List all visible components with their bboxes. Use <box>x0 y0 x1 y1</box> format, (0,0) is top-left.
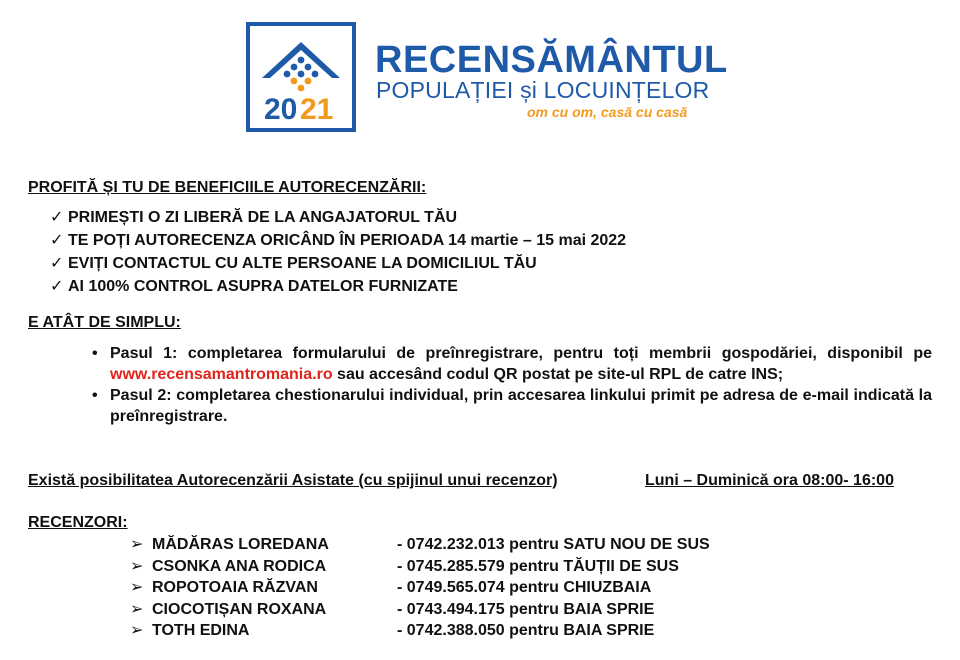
enumerator-name: ROPOTOAIA RĂZVAN <box>152 579 318 596</box>
step-2 <box>92 385 932 427</box>
check-icon: ✓ <box>50 255 64 272</box>
census-logo <box>246 22 356 132</box>
benefit-item <box>50 229 626 252</box>
bullet-icon: • <box>92 345 98 362</box>
benefits-list <box>50 206 626 298</box>
steps-list <box>92 343 932 427</box>
logo-title: RECENSĂMÂNTUL <box>375 39 728 81</box>
benefit-item <box>50 206 626 229</box>
assisted-text: Există posibilitatea Autorecenzării Asistate (cu spijinul unui recenzor) <box>28 472 558 489</box>
check-icon: ✓ <box>50 209 64 226</box>
check-icon: ✓ <box>50 278 64 295</box>
enumerator-contact: - 0749.565.074 pentru CHIUZBAIA <box>397 579 652 596</box>
benefits-heading: PROFITĂ ȘI TU DE BENEFICIILE AUTORECENZĂRII: <box>28 179 427 196</box>
house-roof-icon <box>250 26 352 128</box>
benefit-text: PRIMEȘTI O ZI LIBERĂ DE LA ANGAJATORUL TĂU <box>68 209 458 226</box>
step-1 <box>92 343 932 385</box>
step-1-text-end: sau accesând codul QR postat pe site-ul RPL de catre INS; <box>332 366 784 383</box>
step-2-text: Pasul 2: completarea chestionarului individual, prin accesarea linkului primit pe adresa de e-mail indicată la preînregistrare. <box>110 387 932 425</box>
step-1-text: Pasul 1: completarea formularului de preînregistrare, pentru toți membrii gospodăriei, disponibil pe <box>110 345 932 362</box>
benefit-text: AI 100% CONTROL ASUPRA DATELOR FURNIZATE <box>68 278 458 295</box>
enumerators-heading: RECENZORI: <box>28 514 128 531</box>
logo-subtitle: POPULAȚIEI și LOCUINȚELOR <box>376 77 710 103</box>
enumerator-contact: - 0745.285.579 pentru TĂUȚII DE SUS <box>397 557 679 575</box>
arrow-icon: ➢ <box>130 622 144 639</box>
enumerator-name: CSONKA ANA RODICA <box>152 557 327 575</box>
logo-tagline: om cu om, casă cu casă <box>527 104 688 120</box>
benefit-item <box>50 275 626 298</box>
arrow-icon: ➢ <box>130 579 144 596</box>
arrow-icon: ➢ <box>130 600 144 618</box>
assisted-schedule: Luni – Duminică ora 08:00- 16:00 <box>645 472 894 489</box>
enumerator-name: TOTH EDINA <box>152 622 250 639</box>
enumerator-contact: - 0742.388.050 pentru BAIA SPRIE <box>397 622 655 639</box>
enumerator-name: CIOCOTIȘAN ROXANA <box>152 600 327 618</box>
arrow-icon: ➢ <box>130 536 144 553</box>
enumerator-name: MĂDĂRAS LOREDANA <box>152 536 329 553</box>
census-website-link[interactable]: www.recensamantromania.ro <box>110 366 333 383</box>
enumerator-contact: - 0742.232.013 pentru SATU NOU DE SUS <box>397 536 710 553</box>
enumerator-contact: - 0743.494.175 pentru BAIA SPRIE <box>397 600 655 618</box>
simple-heading: E ATÂT DE SIMPLU: <box>28 314 181 331</box>
logo-year-left: 20 <box>264 93 298 126</box>
arrow-icon: ➢ <box>130 557 144 575</box>
bullet-icon: • <box>92 387 98 404</box>
check-icon: ✓ <box>50 232 64 249</box>
benefit-item <box>50 252 626 275</box>
logo-year-right: 21 <box>300 93 334 126</box>
benefit-text: TE POȚI AUTORECENZA ORICÂND ÎN PERIOADA 14 martie – 15 mai 2022 <box>68 232 627 249</box>
benefit-text: EVIȚI CONTACTUL CU ALTE PERSOANE LA DOMICILIUL TĂU <box>68 255 537 272</box>
